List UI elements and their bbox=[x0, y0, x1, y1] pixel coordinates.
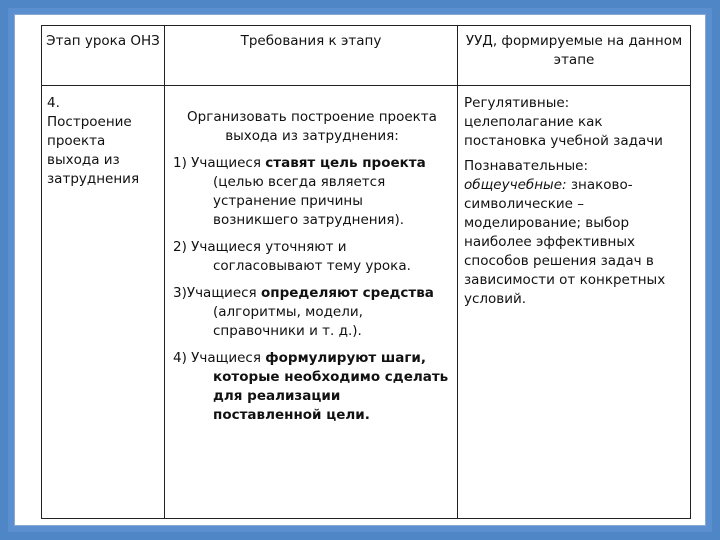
stage-cell bbox=[42, 86, 165, 519]
requirement-item-3 bbox=[173, 284, 451, 341]
stage-name: Построение проекта выхода из затруднения bbox=[47, 114, 140, 187]
requirement-item-4 bbox=[173, 349, 451, 425]
item-3-rest: (алгоритмы, модели, справочники и т. д.). bbox=[213, 304, 363, 339]
cognitive-title: Познавательные: bbox=[464, 158, 589, 174]
header-stage: Этап урока ОНЗ bbox=[42, 26, 165, 86]
regulatory-text: целеполагание как постановка учебной задачи bbox=[464, 114, 663, 149]
item-2-prefix: 2) Учащиеся уточняют и согласовывают тему урока. bbox=[173, 239, 411, 274]
item-4-bold: формулируют шаги, которые необходимо сделать для реализации поставленной цели. bbox=[213, 350, 449, 423]
item-1-prefix: 1) Учащиеся bbox=[173, 155, 266, 171]
requirement-item-2 bbox=[173, 238, 451, 276]
table-header-row bbox=[42, 26, 691, 86]
cognitive-text bbox=[464, 176, 684, 309]
item-4-prefix: 4) Учащиеся bbox=[173, 350, 266, 366]
requirements-cell bbox=[165, 86, 458, 519]
uud-cell bbox=[458, 86, 691, 519]
item-3-prefix: 3)Учащиеся bbox=[173, 285, 261, 301]
table-row bbox=[42, 86, 691, 519]
lesson-table bbox=[41, 25, 691, 519]
item-1-bold: ставят цель проекта bbox=[265, 155, 426, 171]
header-uud: УУД, формируемые на данном этапе bbox=[458, 26, 691, 86]
cognitive-italic: общеучебные: bbox=[464, 177, 567, 193]
stage-number: 4. bbox=[47, 95, 60, 111]
cognitive-body: знаково-символические – моделирование; выбор наиболее эффективных способов решения задач в зависимости от конкретных условий. bbox=[464, 177, 666, 307]
slide-content bbox=[14, 14, 706, 526]
regulatory-title: Регулятивные: bbox=[464, 95, 570, 111]
item-3-bold: определяют средства bbox=[260, 285, 434, 301]
header-requirements: Требования к этапу bbox=[165, 26, 458, 86]
item-1-rest: (целью всегда является устранение причины возникшего затруднения). bbox=[213, 174, 405, 228]
requirements-intro: Организовать построение проекта выхода из затруднения: bbox=[187, 109, 437, 144]
requirement-item-1 bbox=[173, 154, 451, 230]
